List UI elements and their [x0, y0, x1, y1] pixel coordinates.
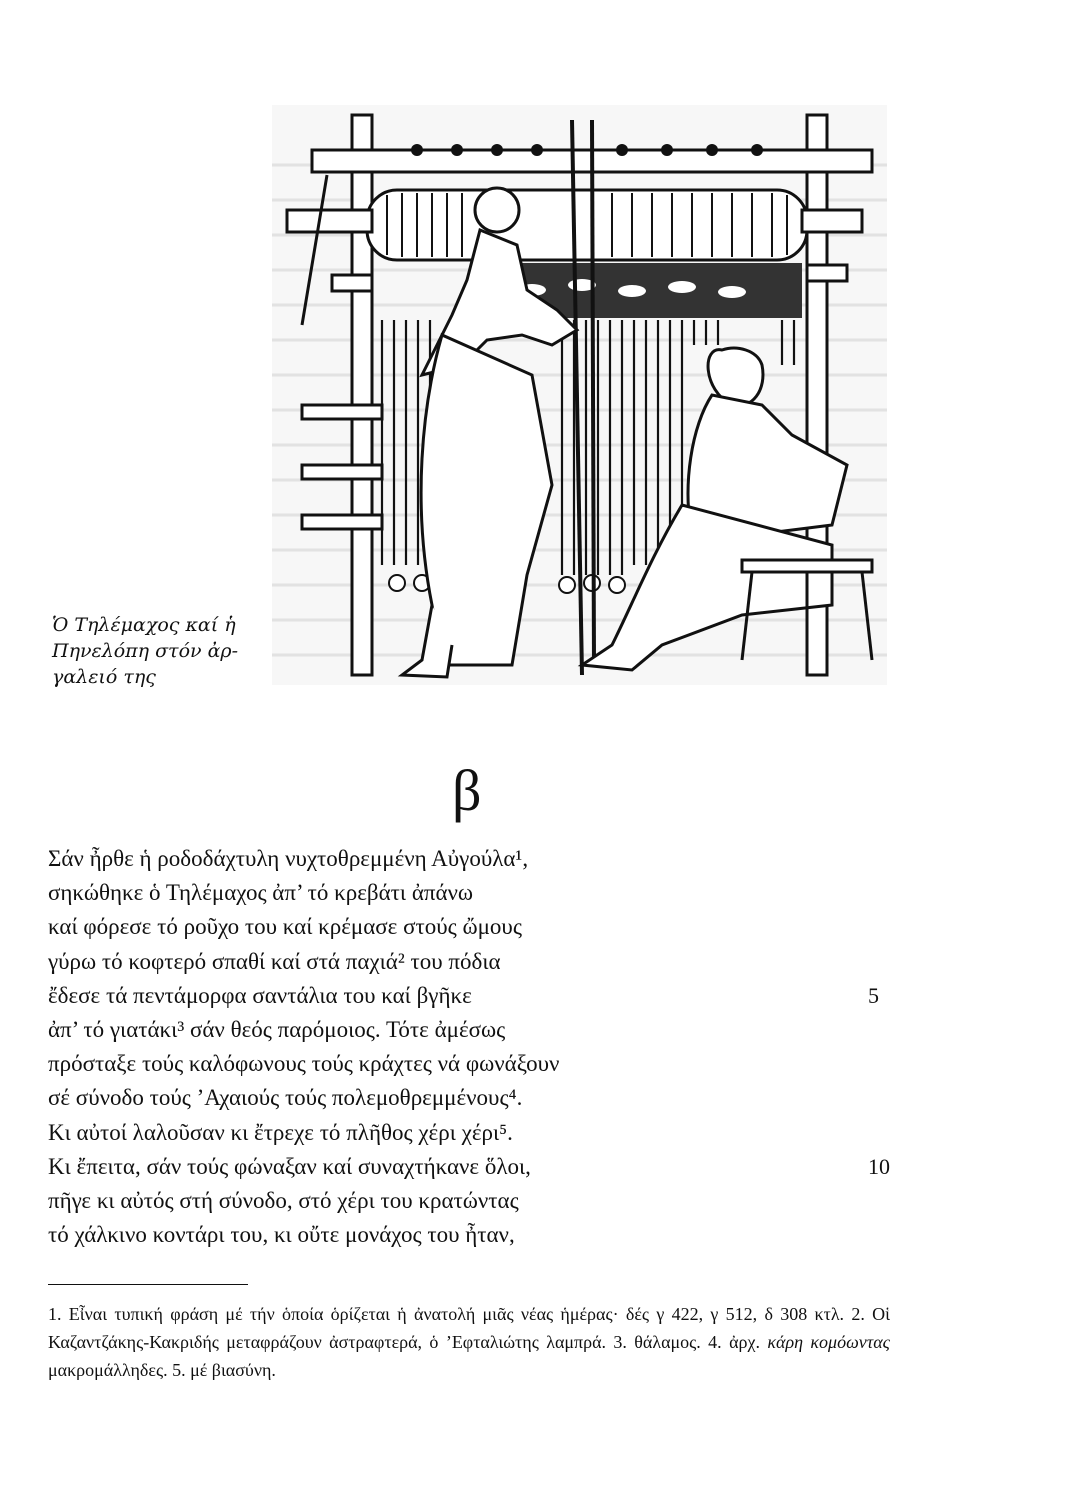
illustration-caption [52, 612, 267, 690]
verse-text: Κι ἔπειτα, σάν τούς φώναξαν καί συναχτήκανε ὅλοι, [48, 1153, 531, 1179]
footnote-paragraph [48, 1300, 890, 1384]
verse-text: σέ σύνοδο τούς ’Αχαιούς τούς πολεμοθρεμμένους⁴. [48, 1085, 523, 1111]
footnote-rule [48, 1284, 248, 1285]
verse-text: Σάν ἦρθε ἡ ροδοδάχτυλη νυχτοθρεμμένη Αὐγούλα¹, [48, 846, 529, 871]
verse-line [48, 1184, 908, 1218]
verse-line [48, 876, 908, 910]
line-number: 10 [868, 1153, 890, 1179]
verse-text: γύρω τό κοφτερό σπαθί καί στά παχιά² του πόδια [48, 948, 501, 974]
verse-text: τό χάλκινο κοντάρι του, κι οὔτε μονάχος του ἦταν, [48, 1222, 515, 1248]
line-number: 5 [868, 982, 879, 1008]
verse-line [48, 1081, 908, 1115]
verse-text: καί φόρεσε τό ροῦχο του καί κρέμασε στούς ὤμους [48, 914, 522, 940]
footnote-text: 1. Εἶναι τυπική φράση μέ τήν ὁποία ὁρίζεται ἡ ἀνατολή μιᾶς νέας ἡμέρας· δές γ 422, γ 512, δ 308 κτλ. 2. Οἱ Καζαντζάκης-Κακριδής μεταφράζουν ἀστραφτερά, ὁ ’Εφταλιώτης λαμπρά. 3. θάλαμος. 4. ἀρχ. [48, 1304, 890, 1352]
verse-text: Κι αὐτοί λαλοῦσαν κι ἔτρεχε τό πλῆθος χέρι χέρι⁵. [48, 1119, 513, 1145]
loom-drawing [272, 105, 887, 685]
verse-line [48, 1150, 908, 1184]
illustration-loom-scene [272, 105, 887, 685]
verse-line [48, 910, 908, 944]
verse-line [48, 1116, 908, 1150]
verse-line [48, 842, 908, 876]
verse-text: ἀπ’ τό γιατάκι³ σάν θεός παρόμοιος. Τότε ἀμέσως [48, 1016, 506, 1042]
footnote-italic-term: κάρη κομόωντας [767, 1332, 890, 1352]
verse-text: σηκώθηκε ὁ Τηλέμαχος ἀπ’ τό κρεβάτι ἀπάνω [48, 880, 474, 906]
verse-text: ἔδεσε τά πεντάμορφα σαντάλια του καί βγῆκε [48, 982, 472, 1008]
book-letter-heading: β [452, 758, 482, 823]
poem-text [48, 842, 908, 1252]
verse-line [48, 945, 908, 979]
footnote-text: μακρομάλληδες. 5. μέ βιασύνη. [48, 1360, 276, 1380]
verse-line [48, 1013, 908, 1047]
verse-line [48, 1218, 908, 1252]
caption-line: Πηνελόπη στόν ἀρ- [52, 640, 239, 662]
verse-text: πρόσταξε τούς καλόφωνους τούς κράχτες νά φωνάξουν [48, 1051, 560, 1077]
verse-line [48, 979, 908, 1013]
caption-line: γαλειό της [52, 666, 156, 688]
footnotes [48, 1300, 890, 1384]
verse-line [48, 1047, 908, 1081]
caption-line: Ὁ Τηλέμαχος καί ἡ [52, 614, 236, 636]
verse-text: πῆγε κι αὐτός στή σύνοδο, στό χέρι του κρατώντας [48, 1187, 519, 1213]
